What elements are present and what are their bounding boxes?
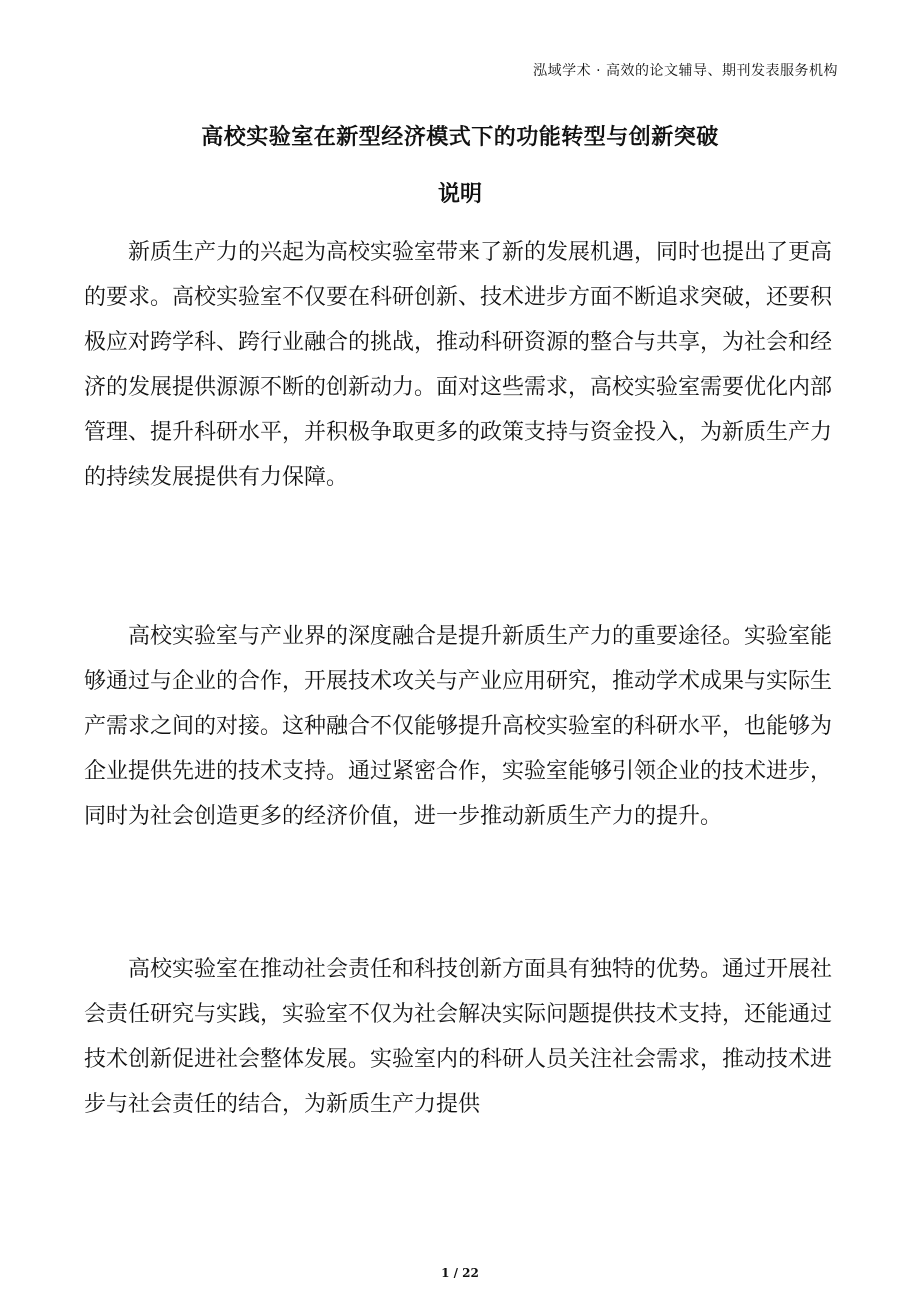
paragraph-1: 新质生产力的兴起为高校实验室带来了新的发展机遇，同时也提出了更高的要求。高校实验室不仅要在科研创新、技术进步方面不断追求突破，还要积极应对跨学科、跨行业融合的挑战，推动科研资源的整合与共享，为社会和经济的发展提供源源不断的创新动力。面对这些需求，高校实验室需要优化内部管理、提升科研水平，并积极争取更多的政策支持与资金投入，为新质生产力的持续发展提供有力保障。 xyxy=(84,240,833,490)
page-number: 1 / 22 xyxy=(441,1266,479,1280)
paragraph-3: 高校实验室在推动社会责任和科技创新方面具有独特的优势。通过开展社会责任研究与实践，实验室不仅为社会解决实际问题提供技术支持，还能通过技术创新促进社会整体发展。实验室内的科研人员关注社会需求，推动技术进步与社会责任的结合，为新质生产力提供 xyxy=(84,957,833,1117)
section-heading: 说明 xyxy=(437,182,482,207)
header-tagline: 泓域学术 · 高效的论文辅导、期刊发表服务机构 xyxy=(533,63,838,79)
document-title: 高校实验室在新型经济模式下的功能转型与创新突破 xyxy=(201,125,719,150)
paragraph-2: 高校实验室与产业界的深度融合是提升新质生产力的重要途径。实验室能够通过与企业的合作，开展技术攻关与产业应用研究，推动学术成果与实际生产需求之间的对接。这种融合不仅能够提升高校实验室的科研水平，也能够为企业提供先进的技术支持。通过紧密合作，实验室能够引领企业的技术进步，同时为社会创造更多的经济价值，进一步推动新质生产力的提升。 xyxy=(84,624,833,829)
